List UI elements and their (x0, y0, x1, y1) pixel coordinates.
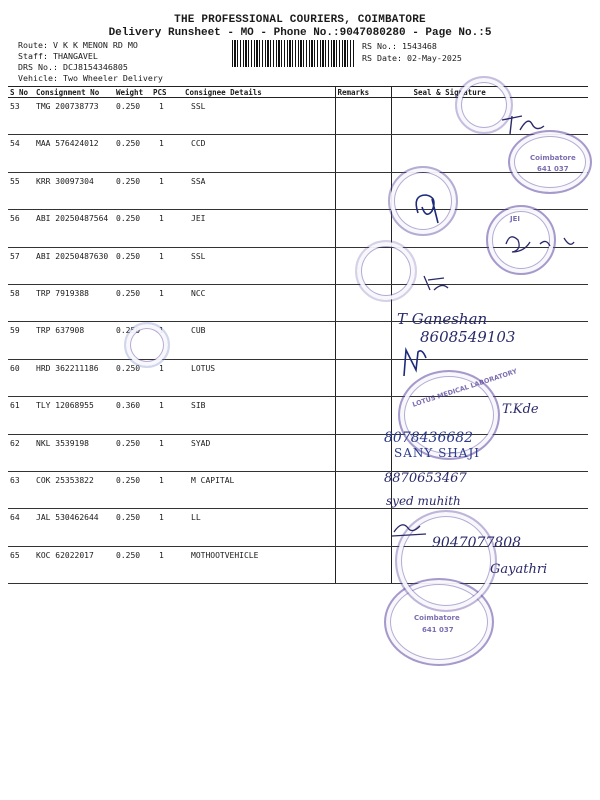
weight-cell: 0.250 (114, 98, 151, 135)
remarks-cell (335, 322, 391, 359)
rs-date: RS Date: 02-May-2025 (362, 53, 462, 63)
remarks-cell (335, 397, 391, 434)
consignment-cell: ABI 20250487630 (34, 247, 114, 284)
consignee-cell: JEI (183, 210, 335, 247)
consignee-cell: SYAD (183, 434, 335, 471)
consignee-cell: LL (183, 509, 335, 546)
signature-icon (400, 344, 430, 380)
consignee-cell: SIB (183, 397, 335, 434)
pcs-cell: 1 (151, 546, 183, 583)
sno-cell: 65 (8, 546, 34, 583)
col-header-weight: Weight (114, 87, 151, 98)
pcs-cell: 1 (151, 471, 183, 508)
remarks-cell (335, 546, 391, 583)
consignment-cell: JAL 530462644 (34, 509, 114, 546)
consignment-cell: COK 25353822 (34, 471, 114, 508)
consignment-cell: MAA 576424012 (34, 135, 114, 172)
rubber-stamp-icon (124, 322, 170, 368)
stamp-pin-text: 641 037 (537, 165, 569, 173)
weight-cell: 0.250 (114, 509, 151, 546)
consignee-cell: LOTUS (183, 359, 335, 396)
consignment-cell: KRR 30097304 (34, 172, 114, 209)
remarks-cell (335, 471, 391, 508)
consignment-cell: HRD 362211186 (34, 359, 114, 396)
consignment-cell: NKL 3539198 (34, 434, 114, 471)
col-header-pcs: PCS (151, 87, 183, 98)
consignee-cell: SSL (183, 247, 335, 284)
runsheet-subtitle: Delivery Runsheet - MO - Phone No.:9047080280 - Page No.:5 (108, 27, 492, 39)
weight-cell: 0.250 (114, 546, 151, 583)
signature-icon (420, 270, 456, 296)
weight-cell: 0.250 (114, 322, 151, 359)
handwritten-name: T Ganeshan (397, 310, 488, 328)
stamp-city-text: Coimbatore (530, 154, 576, 162)
pcs-cell: 1 (151, 434, 183, 471)
consignment-cell: TRP 637908 (34, 322, 114, 359)
col-header-consignment: Consignment No (34, 87, 114, 98)
col-header-remarks: Remarks (335, 87, 391, 98)
table-row (8, 397, 588, 434)
weight-cell: 0.250 (114, 135, 151, 172)
table-row (8, 284, 588, 321)
consignee-cell: NCC (183, 284, 335, 321)
table-row (8, 471, 588, 508)
weight-cell: 0.250 (114, 172, 151, 209)
consignment-cell: ABI 20250487564 (34, 210, 114, 247)
signature-icon (408, 185, 452, 225)
signature-icon (498, 108, 548, 138)
weight-cell: 0.250 (114, 284, 151, 321)
handwritten-phone: 9047077808 (432, 535, 522, 551)
weight-cell: 0.250 (114, 471, 151, 508)
col-header-consignee: Consignee Details (183, 87, 335, 98)
table-row (8, 135, 588, 172)
sno-cell: 60 (8, 359, 34, 396)
remarks-cell (335, 509, 391, 546)
handwritten-name: SANY SHAJI (394, 446, 481, 460)
sno-cell: 64 (8, 509, 34, 546)
stamp-jei-text: JEI (510, 215, 520, 223)
weight-cell: 0.250 (114, 434, 151, 471)
pcs-cell: 1 (151, 509, 183, 546)
pcs-cell: 1 (151, 135, 183, 172)
pcs-cell: 1 (151, 98, 183, 135)
weight-cell: 0.250 (114, 359, 151, 396)
sno-cell: 63 (8, 471, 34, 508)
remarks-cell (335, 172, 391, 209)
consignee-cell: M CAPITAL (183, 471, 335, 508)
remarks-cell (335, 434, 391, 471)
stamp-lotus-text: LOTUS MEDICAL LABORATORY (411, 367, 519, 409)
sno-cell: 62 (8, 434, 34, 471)
sno-cell: 55 (8, 172, 34, 209)
remarks-cell (335, 135, 391, 172)
consignee-cell: MOTHOOTVEHICLE (183, 546, 335, 583)
signature-icon (500, 228, 580, 258)
sno-cell: 59 (8, 322, 34, 359)
weight-cell: 0.250 (114, 210, 151, 247)
consignee-cell: CUB (183, 322, 335, 359)
handwritten-initials: T.Kde (502, 402, 539, 417)
consignment-cell: TRP 7919388 (34, 284, 114, 321)
pcs-cell: 1 (151, 172, 183, 209)
pcs-cell: 1 (151, 359, 183, 396)
rubber-stamp-icon (508, 130, 592, 194)
handwritten-name: syed muhith (386, 494, 461, 508)
col-header-sno: S No (8, 87, 34, 98)
pcs-cell: 1 (151, 210, 183, 247)
consignment-cell: TMG 200738773 (34, 98, 114, 135)
sno-cell: 56 (8, 210, 34, 247)
drs-number: DRS No.: DCJ8154346805 (18, 62, 128, 72)
remarks-cell (335, 359, 391, 396)
col-header-seal: Seal & Signature (391, 87, 588, 98)
pcs-cell: 1 (151, 322, 183, 359)
sno-cell: 54 (8, 135, 34, 172)
barcode (232, 40, 354, 67)
weight-cell: 0.250 (114, 247, 151, 284)
pcs-cell: 1 (151, 397, 183, 434)
handwritten-phone: 8870653467 (384, 471, 467, 486)
pcs-cell: 1 (151, 284, 183, 321)
stamp-pin-text: 641 037 (422, 626, 454, 634)
sno-cell: 58 (8, 284, 34, 321)
table-row (8, 434, 588, 471)
signature-icon (390, 518, 430, 538)
consignee-cell: SSL (183, 98, 335, 135)
consignment-cell: KOC 62022017 (34, 546, 114, 583)
consignment-cell: TLY 12068955 (34, 397, 114, 434)
pcs-cell: 1 (151, 247, 183, 284)
weight-cell: 0.360 (114, 397, 151, 434)
remarks-cell (335, 98, 391, 135)
rs-number: RS No.: 1543468 (362, 41, 437, 51)
stamp-city-text: Coimbatore (414, 614, 460, 622)
vehicle-field: Vehicle: Two Wheeler Delivery (18, 73, 163, 83)
consignee-cell: CCD (183, 135, 335, 172)
handwritten-phone: 8078436682 (384, 430, 474, 446)
route-field: Route: V K K MENON RD MO (18, 40, 138, 50)
company-title: THE PROFESSIONAL COURIERS, COIMBATORE (174, 14, 426, 26)
sno-cell: 61 (8, 397, 34, 434)
table-row (8, 172, 588, 209)
staff-field: Staff: THANGAVEL (18, 51, 98, 61)
sno-cell: 57 (8, 247, 34, 284)
rubber-stamp-icon (355, 240, 417, 302)
handwritten-phone: 8608549103 (420, 328, 516, 346)
handwritten-name: Gayathri (490, 562, 548, 577)
consignee-cell: SSA (183, 172, 335, 209)
sno-cell: 53 (8, 98, 34, 135)
